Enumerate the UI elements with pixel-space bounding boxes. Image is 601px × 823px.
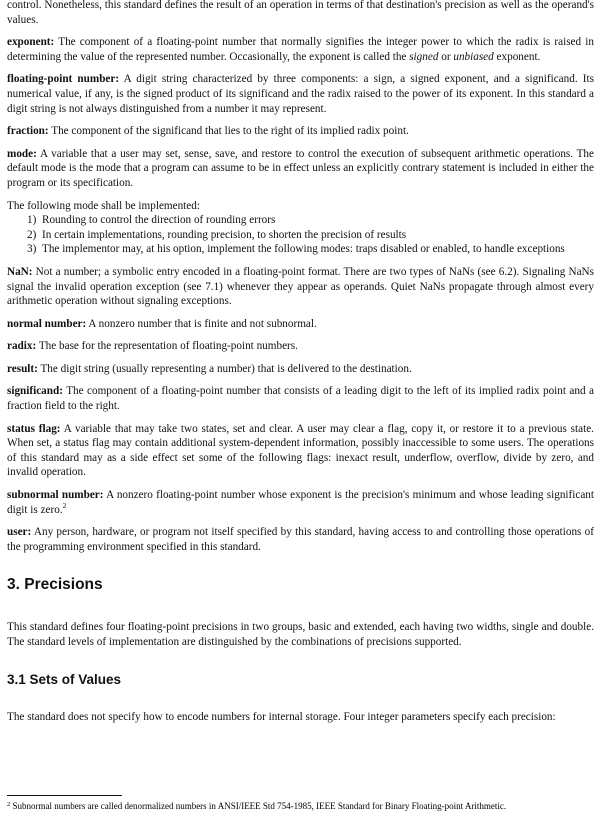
definition-result-text: The digit string (usually representing a number) that is delivered to the destination. xyxy=(37,362,412,375)
term-subnormal-number: subnormal number: xyxy=(7,489,104,502)
term-radix: radix: xyxy=(7,340,37,353)
definition-exponent-em-unbiased: unbiased xyxy=(453,50,494,63)
term-significand: significand: xyxy=(7,385,63,398)
footnote-reference: 2 xyxy=(62,500,67,510)
footnote-text: Subnormal numbers are called denormalized numbers in ANSI/IEEE Std 754-1985, IEEE Standard for Binary Floating-point Arithmetic. xyxy=(10,801,507,811)
term-normal-number: normal number: xyxy=(7,317,87,330)
definition-normal-number xyxy=(7,317,594,332)
term-result: result: xyxy=(7,362,38,375)
definition-subnormal-number xyxy=(7,488,594,517)
term-mode: mode: xyxy=(7,147,37,160)
modes-list xyxy=(7,213,594,257)
term-exponent: exponent: xyxy=(7,36,55,49)
definition-status-flag xyxy=(7,422,594,480)
definition-mode-text: A variable that a user may set, sense, save, and restore to control the execution of subsequent arithmetic operations. The default mode is the mode that a program can assume to be in effect unless an explicitly contrary statement is included in either the program or its specification. xyxy=(7,147,594,189)
section-3-heading: 3. Precisions xyxy=(7,576,103,594)
definition-subnormal-number-text: A nonzero floating-point number whose exponent is the precision's minimum and whose leading significant digit is zero. xyxy=(7,489,595,516)
definition-exponent-text-b: or xyxy=(438,50,454,63)
term-user: user: xyxy=(7,526,32,539)
list-item xyxy=(7,228,594,243)
list-item-text: Rounding to control the direction of rounding errors xyxy=(42,214,276,227)
definition-radix-text: The base for the representation of floating-point numbers. xyxy=(36,340,298,353)
section-3-1-heading: 3.1 Sets of Values xyxy=(7,671,122,687)
continuation-paragraph: control. Nonetheless, this standard defines the result of an operation in terms of that destination's precision as well as the operand's values. xyxy=(7,0,594,26)
definition-exponent-text-a: The component of a floating-point number that normally signifies the integer power to which the radix is raised in determining the value of the represented number. Occasionally, the exponent is called the xyxy=(7,36,594,63)
modes-intro: The following mode shall be implemented: xyxy=(7,199,200,212)
definition-result xyxy=(7,362,594,377)
list-item-number: 2) xyxy=(27,228,37,241)
footnote-divider xyxy=(7,795,122,796)
definition-exponent-text-c: exponent. xyxy=(493,50,541,63)
definition-fraction-text: The component of the significand that lies to the right of its implied radix point. xyxy=(48,125,409,138)
list-item-text: The implementor may, at his option, implement the following modes: traps disabled or enabled, to handle exceptions xyxy=(42,243,565,256)
footnote-mark: 2 xyxy=(7,801,11,808)
definition-status-flag-text: A variable that may take two states, set and clear. A user may clear a flag, copy it, or restore it to a previous state. When set, a status flag may contain additional system-dependent information, possibly inaccessible to some users. The operations of this standard may as a side effect set some of the following flags: inexact result, underflow, overflow, divide by zero, and invalid operation. xyxy=(7,422,594,479)
definition-exponent-em-signed: signed xyxy=(409,50,439,63)
definition-normal-number-text: A nonzero number that is finite and not subnormal. xyxy=(86,317,317,330)
definition-nan-text: Not a number; a symbolic entry encoded in a floating-point format. There are two types of NaNs (see 6.2). Signaling NaNs signal the invalid operation exception (see 7.1) whenever they appear as operands. Quiet NaNs propagate through almost every arithmetic operation without signaling exceptions. xyxy=(7,265,594,308)
definition-fraction xyxy=(7,124,594,139)
section-3-body: This standard defines four floating-point precisions in two groups, basic and extended, each having two widths, single and double. The standard levels of implementation are distinguished by the combinations of precisions supported. xyxy=(7,621,594,648)
definition-significand xyxy=(7,384,594,413)
definition-user-text: Any person, hardware, or program not itself specified by this standard, having access to and controlling those operations of the programming environment specified in this standard. xyxy=(7,526,594,553)
list-item-text: In certain implementations, rounding precision, to shorten the precision of results xyxy=(42,228,407,241)
modes-block xyxy=(7,199,594,257)
term-floating-point-number: floating-point number: xyxy=(7,73,120,86)
definition-mode xyxy=(7,147,594,191)
definition-significand-text: The component of a floating-point number that consists of a leading digit to the left of its implied radix point and a fraction field to the right. xyxy=(7,385,594,413)
term-fraction: fraction: xyxy=(7,125,49,138)
definition-user xyxy=(7,525,594,554)
term-status-flag: status flag: xyxy=(7,422,61,435)
definition-floating-point-number-text: A digit string characterized by three components: a sign, a signed exponent, and a significand. Its numerical value, if any, is the signed product of its significand and the radix raised to the power of its exponent. In this standard a digit string is not always distinguished from a number it may represent. xyxy=(7,73,594,115)
term-nan: NaN: xyxy=(7,265,33,278)
list-item-number: 1) xyxy=(27,214,37,227)
footnote xyxy=(7,801,597,812)
definition-nan xyxy=(7,265,594,309)
list-item xyxy=(7,213,594,228)
list-item xyxy=(7,242,594,257)
list-item-number: 3) xyxy=(27,243,37,256)
definition-exponent xyxy=(7,35,594,64)
definition-radix xyxy=(7,339,594,354)
definition-floating-point-number xyxy=(7,72,594,116)
section-3-1-body: The standard does not specify how to encode numbers for internal storage. Four integer parameters specify each precision: xyxy=(7,710,556,723)
